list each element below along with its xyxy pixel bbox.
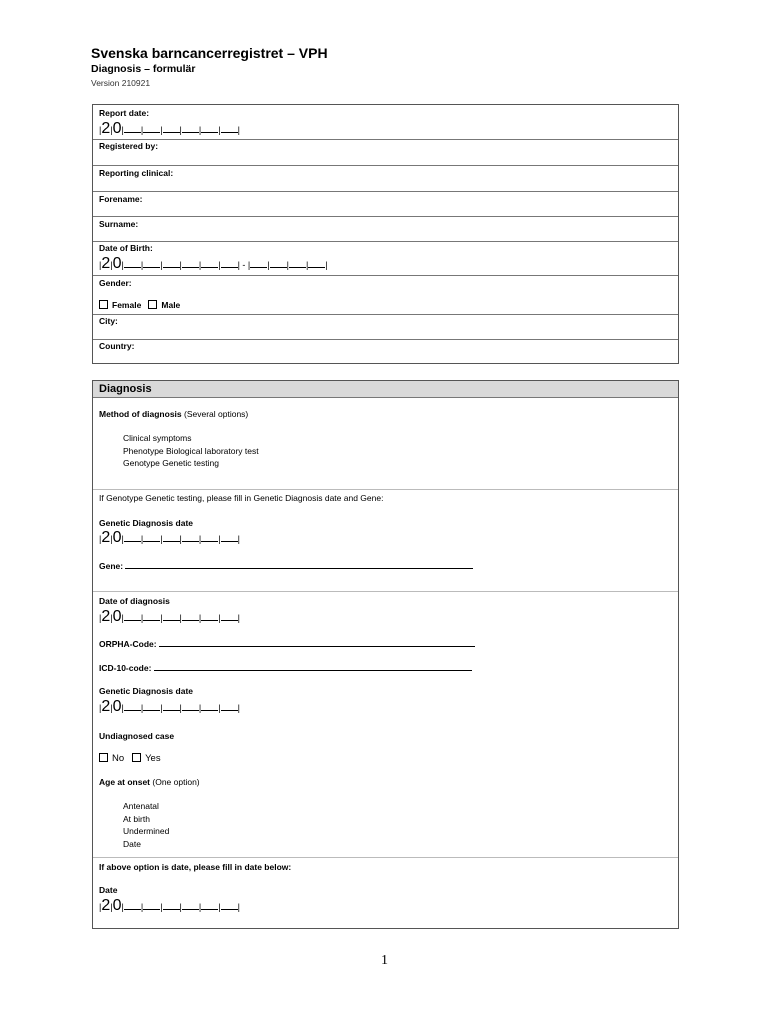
divider — [93, 591, 678, 592]
page-number: 1 — [381, 953, 388, 968]
date-of-birth-field[interactable]: |2|0| | | | | | | - | | | | | — [99, 255, 328, 272]
country-label: Country: — [99, 341, 135, 351]
report-date-field[interactable]: |2|0| | | | | | | — [99, 120, 240, 137]
genetic-testing-note: If Genotype Genetic testing, please fill in Genetic Diagnosis date and Gene: — [99, 493, 384, 503]
country-row[interactable] — [93, 339, 678, 365]
document-title: Svenska barncancerregistret – VPH — [91, 45, 328, 61]
forename-row[interactable] — [93, 191, 678, 217]
city-label: City: — [99, 316, 118, 326]
onset-option[interactable]: Undermined — [123, 826, 170, 836]
gender-row — [93, 275, 678, 315]
icd-10-code-field[interactable]: ICD-10-code: — [99, 663, 472, 673]
method-of-diagnosis: Method of diagnosis (Several options) — [99, 409, 249, 419]
no-label: No — [112, 753, 125, 764]
registered-by-label: Registered by: — [99, 141, 159, 151]
diagnosis-header: Diagnosis — [93, 381, 678, 398]
genetic-diagnosis-date-field-2[interactable]: |2|0| | | | | | | — [99, 698, 240, 715]
document-subtitle: Diagnosis – formulär — [91, 63, 196, 75]
orpha-code-field[interactable]: ORPHA-Code: — [99, 639, 475, 649]
female-checkbox[interactable] — [99, 300, 108, 309]
gender-label: Gender: — [99, 278, 132, 288]
onset-option[interactable]: Antenatal — [123, 801, 159, 811]
reporting-clinical-row[interactable] — [93, 165, 678, 192]
undiagnosed-case-label: Undiagnosed case — [99, 731, 175, 741]
date-of-diagnosis-label: Date of diagnosis — [99, 596, 170, 606]
personal-info-box — [92, 104, 679, 364]
genetic-diagnosis-date-label-2: Genetic Diagnosis date — [99, 686, 193, 696]
gene-field[interactable]: Gene: — [99, 561, 473, 571]
age-at-onset: Age at onset (One option) — [99, 777, 200, 787]
gender-options — [99, 300, 180, 310]
date-of-diagnosis-field[interactable]: |2|0| | | | | | | — [99, 608, 240, 625]
surname-label: Surname: — [99, 219, 139, 229]
date-label: Date — [99, 885, 118, 895]
reporting-clinical-label: Reporting clinical: — [99, 168, 174, 178]
report-date-row — [93, 105, 678, 140]
method-option[interactable]: Clinical symptoms — [123, 433, 192, 443]
report-date-label: Report date: — [99, 108, 150, 118]
date-of-birth-label: Date of Birth: — [99, 243, 153, 253]
divider — [93, 857, 678, 858]
date-of-birth-row — [93, 241, 678, 276]
no-checkbox[interactable] — [99, 753, 108, 762]
genetic-diagnosis-date-label: Genetic Diagnosis date — [99, 518, 193, 528]
method-option[interactable]: Genotype Genetic testing — [123, 458, 219, 468]
onset-option[interactable]: Date — [123, 839, 141, 849]
document-version: Version 210921 — [91, 78, 151, 88]
city-row[interactable] — [93, 314, 678, 340]
forename-label: Forename: — [99, 194, 143, 204]
onset-date-field[interactable]: |2|0| | | | | | | — [99, 897, 240, 914]
registered-by-row[interactable] — [93, 139, 678, 166]
female-label: Female — [112, 300, 142, 310]
male-label: Male — [161, 300, 181, 310]
yes-label: Yes — [145, 753, 161, 764]
above-date-note: If above option is date, please fill in date below: — [99, 862, 292, 872]
undiagnosed-options — [99, 753, 161, 764]
male-checkbox[interactable] — [148, 300, 157, 309]
surname-row[interactable] — [93, 216, 678, 242]
genetic-diagnosis-date-field[interactable]: |2|0| | | | | | | — [99, 529, 240, 546]
method-option[interactable]: Phenotype Biological laboratory test — [123, 446, 259, 456]
onset-option[interactable]: At birth — [123, 814, 150, 824]
divider — [93, 489, 678, 490]
diagnosis-box — [92, 380, 679, 929]
yes-checkbox[interactable] — [132, 753, 141, 762]
